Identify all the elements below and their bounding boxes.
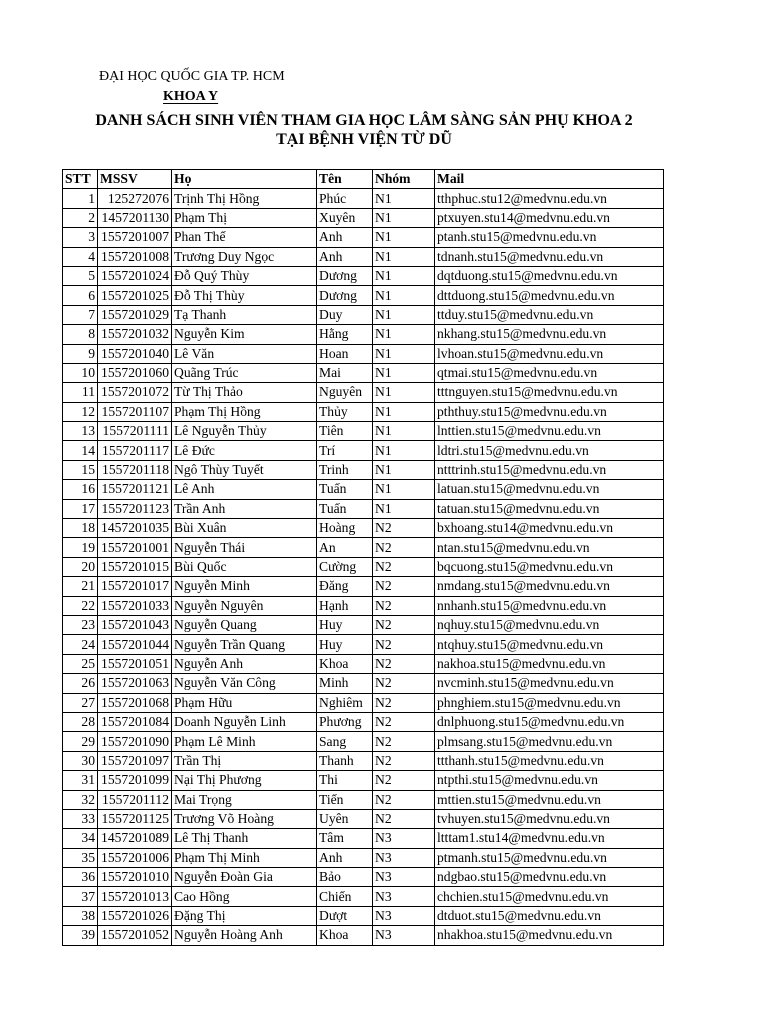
cell-ho: Trương Võ Hoàng (172, 809, 317, 828)
cell-mssv: 1457201089 (98, 829, 172, 848)
cell-nhom: N3 (373, 906, 435, 925)
column-header-stt: STT (63, 170, 98, 189)
cell-ten: Bảo (317, 868, 373, 887)
cell-nhom: N1 (373, 189, 435, 208)
cell-ten: Thủy (317, 402, 373, 421)
cell-mail: tthphuc.stu12@medvnu.edu.vn (435, 189, 664, 208)
cell-mssv: 1557201032 (98, 325, 172, 344)
cell-ho: Nguyễn Thái (172, 538, 317, 557)
cell-nhom: N1 (373, 402, 435, 421)
cell-mail: ltttam1.stu14@medvnu.edu.vn (435, 829, 664, 848)
cell-ten: Dượt (317, 906, 373, 925)
cell-mssv: 1557201123 (98, 499, 172, 518)
cell-stt: 21 (63, 577, 98, 596)
cell-mssv: 1557201006 (98, 848, 172, 867)
table-row (63, 596, 664, 615)
cell-mail: phnghiem.stu15@medvnu.edu.vn (435, 693, 664, 712)
cell-ho: Nại Thị Phương (172, 771, 317, 790)
cell-nhom: N1 (373, 208, 435, 227)
table-row (63, 557, 664, 576)
cell-ten: Dương (317, 266, 373, 285)
table-row (63, 402, 664, 421)
cell-nhom: N2 (373, 635, 435, 654)
column-header-nhom: Nhóm (373, 170, 435, 189)
cell-nhom: N1 (373, 441, 435, 460)
cell-ho: Trần Anh (172, 499, 317, 518)
cell-mssv: 1557201063 (98, 674, 172, 693)
cell-stt: 39 (63, 926, 98, 945)
column-header-mail: Mail (435, 170, 664, 189)
student-table (62, 169, 664, 946)
cell-stt: 36 (63, 868, 98, 887)
cell-ten: Phúc (317, 189, 373, 208)
table-row (63, 441, 664, 460)
cell-ten: Tiên (317, 422, 373, 441)
cell-stt: 11 (63, 383, 98, 402)
cell-mssv: 1557201044 (98, 635, 172, 654)
cell-nhom: N1 (373, 305, 435, 324)
cell-stt: 23 (63, 615, 98, 634)
cell-ten: Tuấn (317, 499, 373, 518)
table-header-row (63, 170, 664, 189)
cell-nhom: N2 (373, 809, 435, 828)
cell-nhom: N2 (373, 615, 435, 634)
cell-ten: Hoan (317, 344, 373, 363)
table-row (63, 363, 664, 382)
cell-nhom: N3 (373, 848, 435, 867)
column-header-mssv: MSSV (98, 170, 172, 189)
table-row (63, 460, 664, 479)
cell-ho: Phạm Lê Minh (172, 732, 317, 751)
cell-nhom: N2 (373, 654, 435, 673)
cell-mssv: 1557201099 (98, 771, 172, 790)
cell-mail: nnhanh.stu15@medvnu.edu.vn (435, 596, 664, 615)
document-subtitle: TẠI BỆNH VIỆN TỪ DŨ (276, 131, 452, 148)
cell-nhom: N1 (373, 247, 435, 266)
cell-ho: Lê Anh (172, 480, 317, 499)
cell-nhom: N3 (373, 887, 435, 906)
cell-mssv: 1557201121 (98, 480, 172, 499)
cell-stt: 2 (63, 208, 98, 227)
cell-stt: 34 (63, 829, 98, 848)
table-row (63, 189, 664, 208)
cell-ten: Minh (317, 674, 373, 693)
cell-nhom: N2 (373, 732, 435, 751)
cell-ho: Nguyễn Hoàng Anh (172, 926, 317, 945)
cell-mail: tdnanh.stu15@medvnu.edu.vn (435, 247, 664, 266)
cell-ten: Hằng (317, 325, 373, 344)
cell-mail: ntqhuy.stu15@medvnu.edu.vn (435, 635, 664, 654)
cell-stt: 24 (63, 635, 98, 654)
cell-mssv: 125272076 (98, 189, 172, 208)
cell-ho: Đỗ Quý Thùy (172, 266, 317, 285)
cell-ten: Tuấn (317, 480, 373, 499)
cell-mail: nqhuy.stu15@medvnu.edu.vn (435, 615, 664, 634)
cell-mail: nhakhoa.stu15@medvnu.edu.vn (435, 926, 664, 945)
cell-mssv: 1457201130 (98, 208, 172, 227)
cell-mail: dnlphuong.stu15@medvnu.edu.vn (435, 712, 664, 731)
cell-mssv: 1557201026 (98, 906, 172, 925)
cell-nhom: N2 (373, 577, 435, 596)
cell-ten: Anh (317, 247, 373, 266)
cell-ten: Dương (317, 286, 373, 305)
cell-stt: 19 (63, 538, 98, 557)
cell-ho: Trịnh Thị Hồng (172, 189, 317, 208)
cell-stt: 10 (63, 363, 98, 382)
cell-mail: tttnguyen.stu15@medvnu.edu.vn (435, 383, 664, 402)
cell-ho: Nguyễn Trần Quang (172, 635, 317, 654)
cell-ho: Tạ Thanh (172, 305, 317, 324)
cell-ten: Mai (317, 363, 373, 382)
cell-ho: Cao Hồng (172, 887, 317, 906)
cell-mssv: 1557201015 (98, 557, 172, 576)
cell-stt: 8 (63, 325, 98, 344)
cell-stt: 1 (63, 189, 98, 208)
cell-ho: Nguyễn Văn Công (172, 674, 317, 693)
cell-mssv: 1557201033 (98, 596, 172, 615)
table-row (63, 228, 664, 247)
cell-ten: An (317, 538, 373, 557)
cell-ten: Đăng (317, 577, 373, 596)
cell-ten: Duy (317, 305, 373, 324)
cell-nhom: N1 (373, 422, 435, 441)
cell-mssv: 1557201024 (98, 266, 172, 285)
cell-ten: Huy (317, 635, 373, 654)
table-row (63, 809, 664, 828)
cell-ho: Bùi Quốc (172, 557, 317, 576)
cell-mssv: 1557201025 (98, 286, 172, 305)
cell-ten: Chiến (317, 887, 373, 906)
cell-stt: 6 (63, 286, 98, 305)
cell-stt: 14 (63, 441, 98, 460)
cell-ten: Nghiêm (317, 693, 373, 712)
cell-nhom: N2 (373, 790, 435, 809)
cell-stt: 3 (63, 228, 98, 247)
cell-mssv: 1557201029 (98, 305, 172, 324)
cell-stt: 29 (63, 732, 98, 751)
cell-ho: Phạm Thị Hồng (172, 402, 317, 421)
cell-mssv: 1557201043 (98, 615, 172, 634)
table-row (63, 674, 664, 693)
table-row (63, 615, 664, 634)
table-row (63, 868, 664, 887)
cell-mail: nvcminh.stu15@medvnu.edu.vn (435, 674, 664, 693)
cell-nhom: N1 (373, 266, 435, 285)
cell-ten: Huy (317, 615, 373, 634)
table-row (63, 422, 664, 441)
cell-ho: Nguyễn Nguyên (172, 596, 317, 615)
cell-ten: Hoàng (317, 519, 373, 538)
cell-nhom: N1 (373, 363, 435, 382)
table-row (63, 325, 664, 344)
cell-mail: bqcuong.stu15@medvnu.edu.vn (435, 557, 664, 576)
cell-ho: Lê Văn (172, 344, 317, 363)
cell-nhom: N1 (373, 344, 435, 363)
cell-ho: Từ Thị Thảo (172, 383, 317, 402)
cell-nhom: N2 (373, 751, 435, 770)
cell-mssv: 1557201017 (98, 577, 172, 596)
cell-ho: Doanh Nguyễn Linh (172, 712, 317, 731)
cell-ten: Trinh (317, 460, 373, 479)
cell-nhom: N2 (373, 771, 435, 790)
cell-stt: 37 (63, 887, 98, 906)
cell-ten: Phương (317, 712, 373, 731)
cell-ten: Uyên (317, 809, 373, 828)
cell-mail: nmdang.stu15@medvnu.edu.vn (435, 577, 664, 596)
cell-nhom: N3 (373, 829, 435, 848)
cell-mail: lvhoan.stu15@medvnu.edu.vn (435, 344, 664, 363)
cell-stt: 38 (63, 906, 98, 925)
table-row (63, 712, 664, 731)
table-row (63, 208, 664, 227)
cell-mail: latuan.stu15@medvnu.edu.vn (435, 480, 664, 499)
cell-mail: ttthanh.stu15@medvnu.edu.vn (435, 751, 664, 770)
cell-nhom: N2 (373, 596, 435, 615)
table-row (63, 654, 664, 673)
cell-stt: 31 (63, 771, 98, 790)
cell-stt: 30 (63, 751, 98, 770)
table-row (63, 480, 664, 499)
cell-ho: Bùi Xuân (172, 519, 317, 538)
cell-nhom: N3 (373, 926, 435, 945)
cell-mail: qtmai.stu15@medvnu.edu.vn (435, 363, 664, 382)
cell-mssv: 1557201118 (98, 460, 172, 479)
cell-mail: lnttien.stu15@medvnu.edu.vn (435, 422, 664, 441)
cell-nhom: N2 (373, 557, 435, 576)
cell-mail: dtduot.stu15@medvnu.edu.vn (435, 906, 664, 925)
cell-stt: 27 (63, 693, 98, 712)
cell-ho: Đỗ Thị Thùy (172, 286, 317, 305)
cell-ten: Tâm (317, 829, 373, 848)
cell-nhom: N2 (373, 712, 435, 731)
cell-mssv: 1557201072 (98, 383, 172, 402)
table-row (63, 635, 664, 654)
table-row (63, 286, 664, 305)
cell-stt: 16 (63, 480, 98, 499)
cell-nhom: N2 (373, 519, 435, 538)
cell-stt: 5 (63, 266, 98, 285)
cell-stt: 15 (63, 460, 98, 479)
cell-mssv: 1557201097 (98, 751, 172, 770)
cell-ho: Lê Đức (172, 441, 317, 460)
cell-ho: Phan Thế (172, 228, 317, 247)
cell-ten: Anh (317, 848, 373, 867)
cell-mssv: 1557201112 (98, 790, 172, 809)
cell-ten: Thanh (317, 751, 373, 770)
cell-ho: Lê Nguyễn Thủy (172, 422, 317, 441)
cell-mail: ntpthi.stu15@medvnu.edu.vn (435, 771, 664, 790)
document-title: DANH SÁCH SINH VIÊN THAM GIA HỌC LÂM SÀNG SẢN PHỤ KHOA 2 (95, 112, 633, 129)
cell-mail: dqtduong.stu15@medvnu.edu.vn (435, 266, 664, 285)
cell-ho: Phạm Hữu (172, 693, 317, 712)
column-header-ho: Họ (172, 170, 317, 189)
cell-stt: 4 (63, 247, 98, 266)
cell-mssv: 1557201107 (98, 402, 172, 421)
cell-mssv: 1557201010 (98, 868, 172, 887)
cell-mail: mttien.stu15@medvnu.edu.vn (435, 790, 664, 809)
cell-mssv: 1557201125 (98, 809, 172, 828)
table-row (63, 771, 664, 790)
table-row (63, 305, 664, 324)
cell-nhom: N1 (373, 460, 435, 479)
cell-ten: Cường (317, 557, 373, 576)
cell-mail: chchien.stu15@medvnu.edu.vn (435, 887, 664, 906)
cell-ten: Trí (317, 441, 373, 460)
cell-mail: ntttrinh.stu15@medvnu.edu.vn (435, 460, 664, 479)
cell-mssv: 1557201007 (98, 228, 172, 247)
cell-mssv: 1457201035 (98, 519, 172, 538)
cell-ho: Nguyễn Đoàn Gia (172, 868, 317, 887)
cell-mssv: 1557201084 (98, 712, 172, 731)
cell-nhom: N1 (373, 383, 435, 402)
cell-mssv: 1557201051 (98, 654, 172, 673)
cell-ten: Khoa (317, 654, 373, 673)
table-row (63, 247, 664, 266)
cell-ho: Nguyễn Anh (172, 654, 317, 673)
cell-mssv: 1557201052 (98, 926, 172, 945)
column-header-ten: Tên (317, 170, 373, 189)
cell-nhom: N1 (373, 325, 435, 344)
cell-mssv: 1557201008 (98, 247, 172, 266)
cell-mail: pththuy.stu15@medvnu.edu.vn (435, 402, 664, 421)
cell-mail: ndgbao.stu15@medvnu.edu.vn (435, 868, 664, 887)
cell-stt: 26 (63, 674, 98, 693)
cell-mail: ttduy.stu15@medvnu.edu.vn (435, 305, 664, 324)
cell-stt: 25 (63, 654, 98, 673)
cell-mssv: 1557201040 (98, 344, 172, 363)
cell-ho: Mai Trọng (172, 790, 317, 809)
cell-nhom: N2 (373, 693, 435, 712)
cell-nhom: N2 (373, 674, 435, 693)
table-row (63, 887, 664, 906)
table-row (63, 266, 664, 285)
cell-nhom: N2 (373, 538, 435, 557)
cell-mail: ntan.stu15@medvnu.edu.vn (435, 538, 664, 557)
cell-mssv: 1557201111 (98, 422, 172, 441)
table-row (63, 519, 664, 538)
cell-ho: Nguyễn Kim (172, 325, 317, 344)
table-row (63, 383, 664, 402)
cell-mail: tvhuyen.stu15@medvnu.edu.vn (435, 809, 664, 828)
cell-mail: plmsang.stu15@medvnu.edu.vn (435, 732, 664, 751)
cell-stt: 28 (63, 712, 98, 731)
cell-ten: Hạnh (317, 596, 373, 615)
table-row (63, 499, 664, 518)
cell-ten: Tiến (317, 790, 373, 809)
table-row (63, 577, 664, 596)
cell-ho: Nguyễn Quang (172, 615, 317, 634)
table-row (63, 926, 664, 945)
cell-stt: 13 (63, 422, 98, 441)
cell-ho: Quãng Trúc (172, 363, 317, 382)
cell-ten: Sang (317, 732, 373, 751)
cell-nhom: N3 (373, 868, 435, 887)
cell-mssv: 1557201090 (98, 732, 172, 751)
cell-stt: 7 (63, 305, 98, 324)
table-row (63, 848, 664, 867)
cell-ho: Đặng Thị (172, 906, 317, 925)
cell-mail: ldtri.stu15@medvnu.edu.vn (435, 441, 664, 460)
cell-mssv: 1557201117 (98, 441, 172, 460)
cell-mail: nakhoa.stu15@medvnu.edu.vn (435, 654, 664, 673)
table-row (63, 344, 664, 363)
table-row (63, 693, 664, 712)
cell-mssv: 1557201013 (98, 887, 172, 906)
cell-ho: Trần Thị (172, 751, 317, 770)
table-row (63, 751, 664, 770)
cell-mail: tatuan.stu15@medvnu.edu.vn (435, 499, 664, 518)
cell-ten: Anh (317, 228, 373, 247)
cell-mail: dttduong.stu15@medvnu.edu.vn (435, 286, 664, 305)
cell-stt: 17 (63, 499, 98, 518)
cell-mail: ptanh.stu15@medvnu.edu.vn (435, 228, 664, 247)
table-row (63, 790, 664, 809)
cell-ho: Phạm Thị (172, 208, 317, 227)
cell-ten: Xuyên (317, 208, 373, 227)
cell-ten: Thi (317, 771, 373, 790)
cell-ho: Lê Thị Thanh (172, 829, 317, 848)
university-name: ĐẠI HỌC QUỐC GIA TP. HCM (99, 69, 285, 84)
cell-mail: nkhang.stu15@medvnu.edu.vn (435, 325, 664, 344)
cell-ho: Trương Duy Ngọc (172, 247, 317, 266)
cell-mail: bxhoang.stu14@medvnu.edu.vn (435, 519, 664, 538)
faculty-name: KHOA Y (163, 89, 219, 104)
cell-mail: ptxuyen.stu14@medvnu.edu.vn (435, 208, 664, 227)
table-row (63, 732, 664, 751)
cell-mail: ptmanh.stu15@medvnu.edu.vn (435, 848, 664, 867)
cell-ho: Nguyễn Minh (172, 577, 317, 596)
table-row (63, 538, 664, 557)
cell-ho: Phạm Thị Minh (172, 848, 317, 867)
cell-stt: 9 (63, 344, 98, 363)
cell-stt: 18 (63, 519, 98, 538)
cell-stt: 35 (63, 848, 98, 867)
cell-ten: Nguyên (317, 383, 373, 402)
table-row (63, 829, 664, 848)
cell-stt: 22 (63, 596, 98, 615)
cell-nhom: N1 (373, 499, 435, 518)
cell-nhom: N1 (373, 286, 435, 305)
cell-stt: 33 (63, 809, 98, 828)
cell-mssv: 1557201060 (98, 363, 172, 382)
cell-stt: 12 (63, 402, 98, 421)
cell-mssv: 1557201001 (98, 538, 172, 557)
cell-mssv: 1557201068 (98, 693, 172, 712)
table-row (63, 906, 664, 925)
cell-ho: Ngô Thùy Tuyết (172, 460, 317, 479)
cell-ten: Khoa (317, 926, 373, 945)
cell-nhom: N1 (373, 480, 435, 499)
cell-nhom: N1 (373, 228, 435, 247)
cell-stt: 32 (63, 790, 98, 809)
cell-stt: 20 (63, 557, 98, 576)
